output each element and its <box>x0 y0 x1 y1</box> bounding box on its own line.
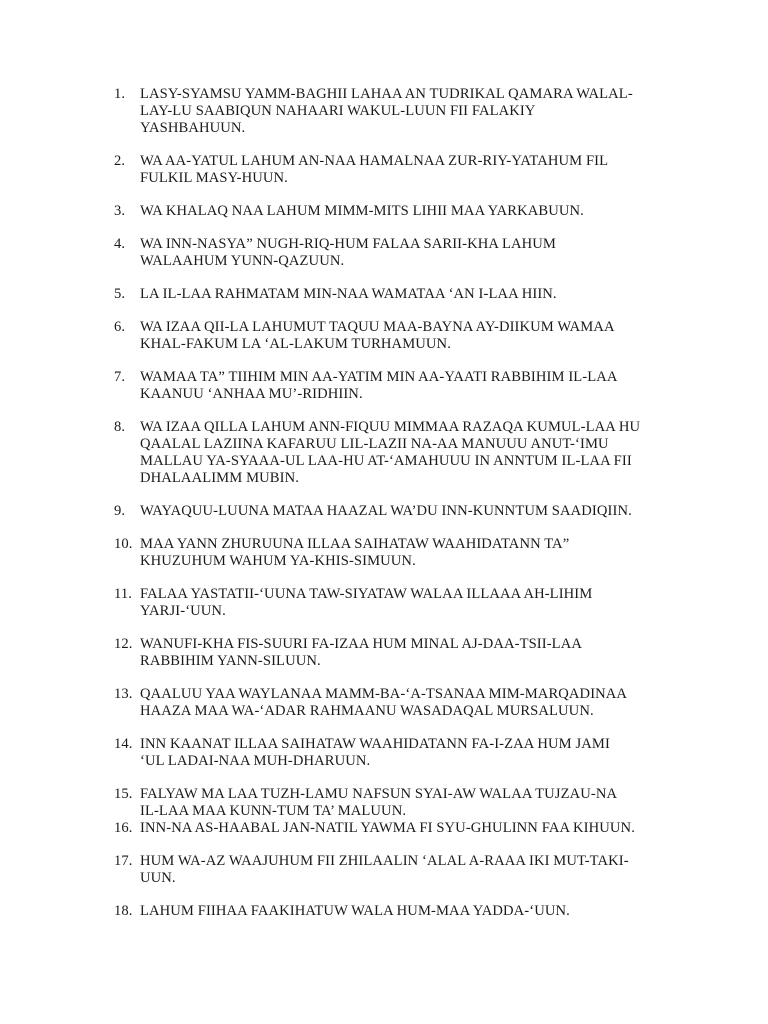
item-text: HUM WA-AZ WAAJUHUM FII ZHILAALIN ‘ALAL A-RAAA IKI MUT-TAKI- UUN. <box>140 853 629 886</box>
list-item <box>114 636 674 670</box>
item-text: FALAA YASTATII-‘UUNA TAW-SIYATAW WALAA ILLAAA AH-LIHIM YARJI-‘UUN. <box>140 586 593 619</box>
item-text: WA INN-NASYA” NUGH-RIQ-HUM FALAA SARII-KHA LAHUM WALAAHUM YUNN-QAZUUN. <box>140 236 556 269</box>
item-text: WANUFI-KHA FIS-SUURI FA-IZAA HUM MINAL AJ-DAA-TSII-LAA RABBIHIM YANN-SILUUN. <box>140 636 582 669</box>
item-number: 5. <box>114 286 126 302</box>
item-number: 9. <box>114 503 126 519</box>
list-item <box>114 86 674 137</box>
item-number: 8. <box>114 419 126 435</box>
list-item <box>114 786 674 820</box>
list-item <box>114 586 674 620</box>
verse-list <box>114 86 674 936</box>
item-text: QAALUU YAA WAYLANAA MAMM-BA-‘A-TSANAA MIM-MARQADINAA HAAZA MAA WA-‘ADAR RAHMAANU WASADAQAL MURSALUUN. <box>140 686 628 719</box>
item-text: WAMAA TA” TIIHIM MIN AA-YATIM MIN AA-YAATI RABBIHIM IL-LAA KAANUU ‘ANHAA MU’-RIDHIIN. <box>140 369 618 402</box>
list-item <box>114 903 674 920</box>
item-number: 2. <box>114 153 126 169</box>
item-text: LAHUM FIIHAA FAAKIHATUW WALA HUM-MAA YADDA-‘UUN. <box>140 903 570 919</box>
item-number: 6. <box>114 319 126 335</box>
item-text: INN KAANAT ILLAA SAIHATAW WAAHIDATANN FA-I-ZAA HUM JAMI ‘UL LADAI-NAA MUH-DHARUUN. <box>140 736 610 769</box>
list-item <box>114 853 674 887</box>
item-number: 18. <box>114 903 133 919</box>
list-item <box>114 286 674 303</box>
item-number: 16. <box>114 820 133 836</box>
list-item <box>114 820 674 837</box>
list-item <box>114 686 674 720</box>
list-item <box>114 419 674 487</box>
item-text: WA AA-YATUL LAHUM AN-NAA HAMALNAA ZUR-RIY-YATAHUM FIL FULKIL MASY-HUUN. <box>140 153 609 186</box>
item-number: 4. <box>114 236 126 252</box>
list-item <box>114 153 674 187</box>
item-text: WA IZAA QII-LA LAHUMUT TAQUU MAA-BAYNA AY-DIIKUM WAMAA KHAL-FAKUM LA ‘AL-LAKUM TURHAMUUN. <box>140 319 615 352</box>
item-text: WA IZAA QILLA LAHUM ANN-FIQUU MIMMAA RAZAQA KUMUL-LAA HU QAALAL LAZIINA KAFARUU LIL-LAZII NA-AA MANUUU ANUT-‘IMU MALLAU YA-SYAAA-UL LAA-HU AT-‘AMAHUUU IN ANNTUM IL-LAA FII DHALAALIMM MUBIN. <box>140 419 641 486</box>
item-text: LA IL-LAA RAHMATAM MIN-NAA WAMATAA ‘AN I-LAA HIIN. <box>140 286 557 302</box>
item-number: 14. <box>114 736 133 752</box>
list-item <box>114 203 674 220</box>
list-item <box>114 236 674 270</box>
item-text: INN-NA AS-HAABAL JAN-NATIL YAWMA FI SYU-GHULINN FAA KIHUUN. <box>140 820 635 836</box>
item-text: MAA YANN ZHURUUNA ILLAA SAIHATAW WAAHIDATANN TA” KHUZUHUM WAHUM YA-KHIS-SIMUUN. <box>140 536 570 569</box>
list-item <box>114 503 674 520</box>
item-number: 1. <box>114 86 126 102</box>
list-item <box>114 536 674 570</box>
list-item <box>114 319 674 353</box>
item-number: 11. <box>114 586 133 602</box>
item-text: WAYAQUU-LUUNA MATAA HAAZAL WA’DU INN-KUNNTUM SAADIQIIN. <box>140 503 632 519</box>
item-number: 12. <box>114 636 133 652</box>
item-number: 3. <box>114 203 126 219</box>
item-number: 7. <box>114 369 126 385</box>
list-item <box>114 369 674 403</box>
item-number: 17. <box>114 853 133 869</box>
item-text: FALYAW MA LAA TUZH-LAMU NAFSUN SYAI-AW WALAA TUJZAU-NA IL-LAA MAA KUNN-TUM TA’ MALUUN. <box>140 786 618 819</box>
item-number: 15. <box>114 786 133 802</box>
list-item <box>114 736 674 770</box>
item-number: 13. <box>114 686 133 702</box>
item-text: LASY-SYAMSU YAMM-BAGHII LAHAA AN TUDRIKAL QAMARA WALAL- LAY-LU SAABIQUN NAHAARI WAKUL-LUUN FII FALAKIY YASHBAHUUN. <box>140 86 633 136</box>
item-text: WA KHALAQ NAA LAHUM MIMM-MITS LIHII MAA YARKABUUN. <box>140 203 584 219</box>
item-number: 10. <box>114 536 133 552</box>
